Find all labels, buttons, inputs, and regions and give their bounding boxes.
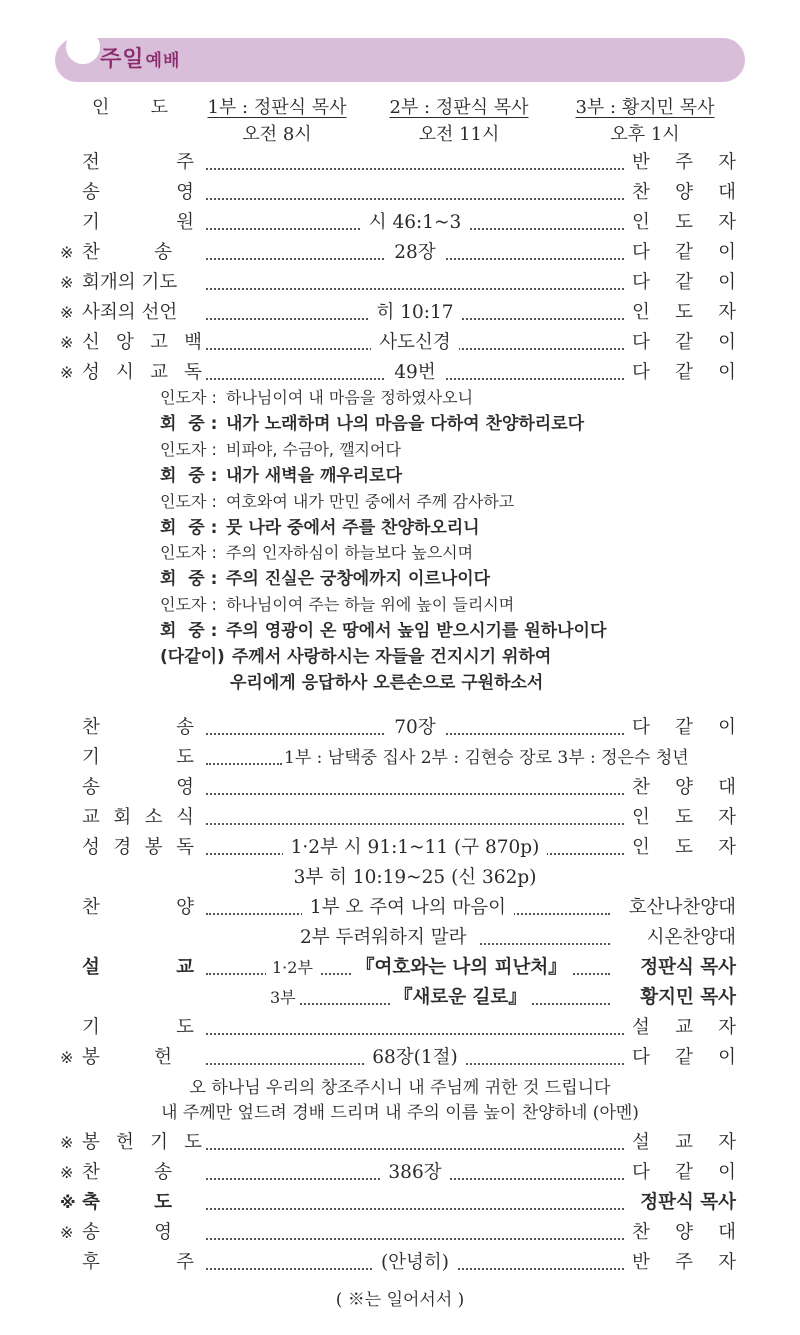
label-char: 독 xyxy=(184,362,202,383)
label-char: 교 xyxy=(150,362,168,383)
label-char: 소 xyxy=(144,807,163,828)
responsive-text: 내가 새벽을 깨우리로다 xyxy=(226,465,403,486)
service-3 xyxy=(570,96,720,147)
standing-mark: ※ xyxy=(60,1223,74,1242)
label-char: 도 xyxy=(176,747,194,768)
responsive-line xyxy=(160,593,514,617)
label-char: 교 xyxy=(82,807,100,828)
label-char: 송 xyxy=(176,717,194,738)
right-char: 자 xyxy=(718,1252,736,1273)
order-mid-text: 28장 xyxy=(386,242,443,263)
responsive-text: 주께서 사랑하시는 자들을 건지시기 위하여 xyxy=(232,647,552,667)
order-row-sermon-2 xyxy=(60,983,740,1013)
right-char: 주 xyxy=(675,152,693,173)
right-char: 반 xyxy=(632,152,650,173)
order-mid-text: 히 10:17 xyxy=(368,302,461,323)
speaker-label: 회 중 : xyxy=(160,621,218,642)
right-char: 반 xyxy=(632,1252,650,1273)
label-char: 식 xyxy=(176,807,194,828)
section-title-main: 주일 xyxy=(100,47,145,72)
responsive-line xyxy=(160,386,473,410)
label-char: 송 xyxy=(82,777,100,798)
right-char: 다 xyxy=(632,1047,650,1068)
order-mid-text: 68장(1절) xyxy=(364,1047,466,1068)
right-char: 이 xyxy=(718,1047,736,1068)
responsive-text: 여호와여 내가 만민 중에서 주께 감사하고 xyxy=(226,491,515,511)
label-char: 성 xyxy=(82,837,100,858)
prayer-leaders: 1부 : 남택중 집사 2부 : 김현승 장로 3부 : 정은수 청년 xyxy=(284,748,689,768)
label-char: 영 xyxy=(176,777,194,798)
right-char: 인 xyxy=(632,807,650,828)
right-char: 설 xyxy=(632,1132,650,1153)
order-row xyxy=(60,208,740,238)
right-char: 자 xyxy=(718,1017,736,1038)
label-char: 주 xyxy=(176,1252,194,1273)
right-char: 자 xyxy=(718,152,736,173)
standing-mark: ※ xyxy=(60,1193,76,1212)
label-char: 시 xyxy=(116,362,134,383)
responsive-line xyxy=(160,464,402,488)
leader-label xyxy=(92,96,168,120)
right-char: 자 xyxy=(718,302,736,323)
sermon-service: 1·2부 xyxy=(266,953,319,983)
label-char: 주 xyxy=(176,152,194,173)
right-char: 같 xyxy=(675,362,693,383)
label-char: 기 xyxy=(82,1017,100,1038)
right-char: 이 xyxy=(718,717,736,738)
right-char: 대 xyxy=(718,777,736,798)
label-char: 기 xyxy=(82,212,100,233)
label-char: 후 xyxy=(82,1252,100,1273)
responsive-text: 뭇 나라 중에서 주를 찬양하오리니 xyxy=(226,517,480,538)
order-mid-text: 386장 xyxy=(380,1162,449,1183)
label-char: 도 xyxy=(176,1017,194,1038)
right-char: 다 xyxy=(632,272,650,293)
speaker-label: 회 중 : xyxy=(160,517,218,538)
order-mid-text: 사도신경 xyxy=(371,332,458,353)
label-char: 찬 xyxy=(82,897,100,918)
responsive-line xyxy=(160,516,480,540)
order-row xyxy=(60,268,740,298)
responsive-line xyxy=(160,412,584,436)
right-char: 다 xyxy=(632,332,650,353)
responsive-line xyxy=(160,490,514,514)
sermon-title: 『새로운 길로』 xyxy=(390,983,531,1013)
right-char: 자 xyxy=(718,1132,736,1153)
label-char: 전 xyxy=(82,152,100,173)
label-char: 봉 xyxy=(144,837,163,858)
order-row-news xyxy=(60,803,740,833)
sermon-title: 『여호와는 나의 피난처』 xyxy=(352,953,571,983)
label-char: 송 xyxy=(154,1162,172,1183)
right-char: 같 xyxy=(675,332,693,353)
order-row-prayer-2 xyxy=(60,1013,740,1043)
label-char: 독 xyxy=(176,837,194,858)
order-row xyxy=(60,298,740,328)
banner-circle xyxy=(66,30,100,64)
order-row xyxy=(60,358,740,388)
right-char: 교 xyxy=(675,1132,693,1153)
preacher: 정판식 목사 xyxy=(640,957,736,978)
right-char: 설 xyxy=(632,1017,650,1038)
service-name: 3부 : 황지민 목사 xyxy=(575,97,715,118)
section-title xyxy=(100,42,180,73)
label-char: 영 xyxy=(154,1222,172,1243)
label-char: 양 xyxy=(176,897,194,918)
standing-mark: ※ xyxy=(60,1048,74,1067)
order-mid-text: 70장 xyxy=(386,717,443,738)
service-name: 2부 : 정판식 목사 xyxy=(389,97,529,118)
standing-mark: ※ xyxy=(60,363,74,382)
order-row-postlude xyxy=(60,1248,740,1278)
responsive-text: 내가 노래하며 나의 마음을 다하여 찬양하리로다 xyxy=(226,413,585,434)
order-row-doxology-2 xyxy=(60,1218,740,1248)
label-char: 회 xyxy=(113,807,132,828)
service-2 xyxy=(384,96,534,147)
order-row-hymn xyxy=(60,713,740,743)
label-char: 고 xyxy=(150,332,168,353)
label-char: 도 xyxy=(184,1132,202,1153)
right-char: 인 xyxy=(632,302,650,323)
right-char: 교 xyxy=(675,1017,693,1038)
right-char: 이 xyxy=(718,1162,736,1183)
order-row-doxology xyxy=(60,773,740,803)
right-char: 자 xyxy=(718,837,736,858)
right-char: 도 xyxy=(675,807,693,828)
standing-mark: ※ xyxy=(60,303,74,322)
label-char: 백 xyxy=(184,332,202,353)
right-char: 이 xyxy=(718,362,736,383)
responsive-line xyxy=(160,541,473,565)
speaker-label: 인도자 : xyxy=(160,388,217,407)
responsive-text: 비파야, 수금아, 깰지어다 xyxy=(226,439,401,459)
standing-mark: ※ xyxy=(60,1163,74,1182)
label-char: 도 xyxy=(154,1192,172,1213)
leader-label-char: 도 xyxy=(150,97,168,118)
right-char: 대 xyxy=(718,182,736,203)
label-char: 교 xyxy=(176,957,194,978)
preacher: 황지민 목사 xyxy=(640,987,736,1008)
responsive-line xyxy=(160,438,401,462)
order-row-offering xyxy=(60,1043,740,1073)
label-char: 봉 xyxy=(82,1132,100,1153)
right-char: 같 xyxy=(675,242,693,263)
label-char: 찬 xyxy=(82,717,100,738)
right-char: 다 xyxy=(632,1162,650,1183)
responsive-text: 주의 영광이 온 땅에서 높임 받으시기를 원하나이다 xyxy=(226,621,607,642)
label-char: 헌 xyxy=(154,1047,172,1068)
right-char: 이 xyxy=(718,332,736,353)
right-char: 자 xyxy=(718,807,736,828)
right-char: 찬 xyxy=(632,1222,650,1243)
right-char: 양 xyxy=(675,182,693,203)
responsive-text: 주의 진실은 궁창에까지 이르나이다 xyxy=(226,569,491,590)
right-char: 이 xyxy=(718,272,736,293)
right-char: 도 xyxy=(675,212,693,233)
right-char: 양 xyxy=(675,777,693,798)
right-char: 주 xyxy=(675,1252,693,1273)
order-mid-text: (안녕히) xyxy=(373,1252,457,1273)
responsive-text: 하나님이여 주는 하늘 위에 높이 들리시며 xyxy=(226,595,515,615)
sermon-service: 3부 xyxy=(266,983,300,1013)
service-time: 오후 1시 xyxy=(610,124,680,145)
label-char: 봉 xyxy=(82,1047,100,1068)
order-mid-text: 3부 히 10:19~25 (신 362p) xyxy=(286,867,545,888)
service-time: 오전 11시 xyxy=(418,124,500,145)
choir-name: 시온찬양대 xyxy=(646,927,736,948)
label-char: 기 xyxy=(150,1132,168,1153)
right-char: 이 xyxy=(718,242,736,263)
responsive-text: 하나님이여 내 마음을 정하였사오니 xyxy=(226,388,474,407)
offering-lyric-line: 오 하나님 우리의 창조주시니 내 주님께 귀한 것 드립니다 xyxy=(189,1078,611,1098)
right-char: 대 xyxy=(718,1222,736,1243)
right-char: 다 xyxy=(632,717,650,738)
order-row-sermon xyxy=(60,953,740,983)
speaker-label: 회 중 : xyxy=(160,465,218,486)
right-char: 자 xyxy=(718,212,736,233)
order-row-offering-prayer xyxy=(60,1128,740,1158)
label-char: 영 xyxy=(176,182,194,203)
right-char: 같 xyxy=(675,717,693,738)
right-char: 도 xyxy=(675,302,693,323)
speaker-label: 회 중 : xyxy=(160,569,218,590)
order-mid-text: 1부 오 주여 나의 마음이 xyxy=(302,897,514,918)
right-char: 도 xyxy=(675,837,693,858)
responsive-line xyxy=(230,671,543,695)
standing-footnote: ( ※는 일어서서 ) xyxy=(335,1290,465,1310)
responsive-line xyxy=(160,619,606,643)
responsive-text: 우리에게 응답하사 오른손으로 구원하소서 xyxy=(230,672,544,693)
responsive-text: 주의 인자하심이 하늘보다 높으시며 xyxy=(226,543,474,563)
label-char: 설 xyxy=(82,957,100,978)
service-1 xyxy=(202,96,352,147)
standing-mark: ※ xyxy=(60,273,74,292)
label-char: 송 xyxy=(154,242,172,263)
service-time: 오전 8시 xyxy=(242,124,312,145)
order-mid-text: 시 46:1~3 xyxy=(361,212,470,233)
label-char: 신 xyxy=(82,332,100,353)
right-char: 같 xyxy=(675,1047,693,1068)
order-mid-text: 2부 두려워하지 말라 xyxy=(300,927,475,948)
standing-mark: ※ xyxy=(60,243,74,262)
label-char: 송 xyxy=(82,1222,100,1243)
right-char: 인 xyxy=(632,837,650,858)
order-row xyxy=(60,328,740,358)
responsive-line xyxy=(160,645,551,669)
label-char: 송 xyxy=(82,182,100,203)
right-char: 같 xyxy=(675,272,693,293)
order-row-choir-2 xyxy=(60,923,740,953)
label-char: 축 xyxy=(82,1192,100,1213)
choir-name: 호산나찬양대 xyxy=(628,897,736,918)
label-char: 앙 xyxy=(116,332,134,353)
standing-mark: ※ xyxy=(60,333,74,352)
order-row xyxy=(60,148,740,178)
label-char: 경 xyxy=(113,837,132,858)
label-char: 찬 xyxy=(82,242,100,263)
responsive-line xyxy=(160,567,490,591)
order-row-hymn-2 xyxy=(60,1158,740,1188)
order-mid-text: 1·2부 시 91:1~11 (구 870p) xyxy=(283,837,548,858)
speaker-label: 인도자 : xyxy=(160,595,217,615)
speaker-label: 인도자 : xyxy=(160,491,217,511)
speaker-label: 인도자 : xyxy=(160,439,217,459)
standing-mark: ※ xyxy=(60,1133,74,1152)
order-row-scripture-2 xyxy=(60,863,740,893)
right-char: 다 xyxy=(632,362,650,383)
label-char: 회개의 기도 xyxy=(82,272,178,293)
speaker-label: 회 중 : xyxy=(160,413,218,434)
offering-lyric-line: 내 주께만 엎드려 경배 드리며 내 주의 이름 높이 찬양하네 (아멘) xyxy=(161,1103,639,1123)
label-char: 성 xyxy=(82,362,100,383)
speaker-label: 인도자 : xyxy=(160,543,217,563)
label-char: 사죄의 선언 xyxy=(82,302,178,323)
order-row-prayer xyxy=(60,743,740,773)
right-char: 찬 xyxy=(632,182,650,203)
order-row-benediction xyxy=(60,1188,740,1218)
label-char: 찬 xyxy=(82,1162,100,1183)
right-char: 다 xyxy=(632,242,650,263)
benediction-minister: 정판식 목사 xyxy=(640,1192,736,1213)
speaker-label: (다같이) xyxy=(160,647,225,667)
section-title-sub: 예배 xyxy=(145,51,181,71)
order-mid-text: 49번 xyxy=(386,362,443,383)
service-name: 1부 : 정판식 목사 xyxy=(207,97,347,118)
label-char: 헌 xyxy=(116,1132,134,1153)
right-char: 양 xyxy=(675,1222,693,1243)
label-char: 원 xyxy=(176,212,194,233)
label-char: 기 xyxy=(82,747,100,768)
order-row-scripture xyxy=(60,833,740,863)
order-row xyxy=(60,238,740,268)
order-row xyxy=(60,178,740,208)
right-char: 같 xyxy=(675,1162,693,1183)
right-char: 찬 xyxy=(632,777,650,798)
right-char: 인 xyxy=(632,212,650,233)
leader-label-char: 인 xyxy=(92,97,110,118)
order-row-choir xyxy=(60,893,740,923)
